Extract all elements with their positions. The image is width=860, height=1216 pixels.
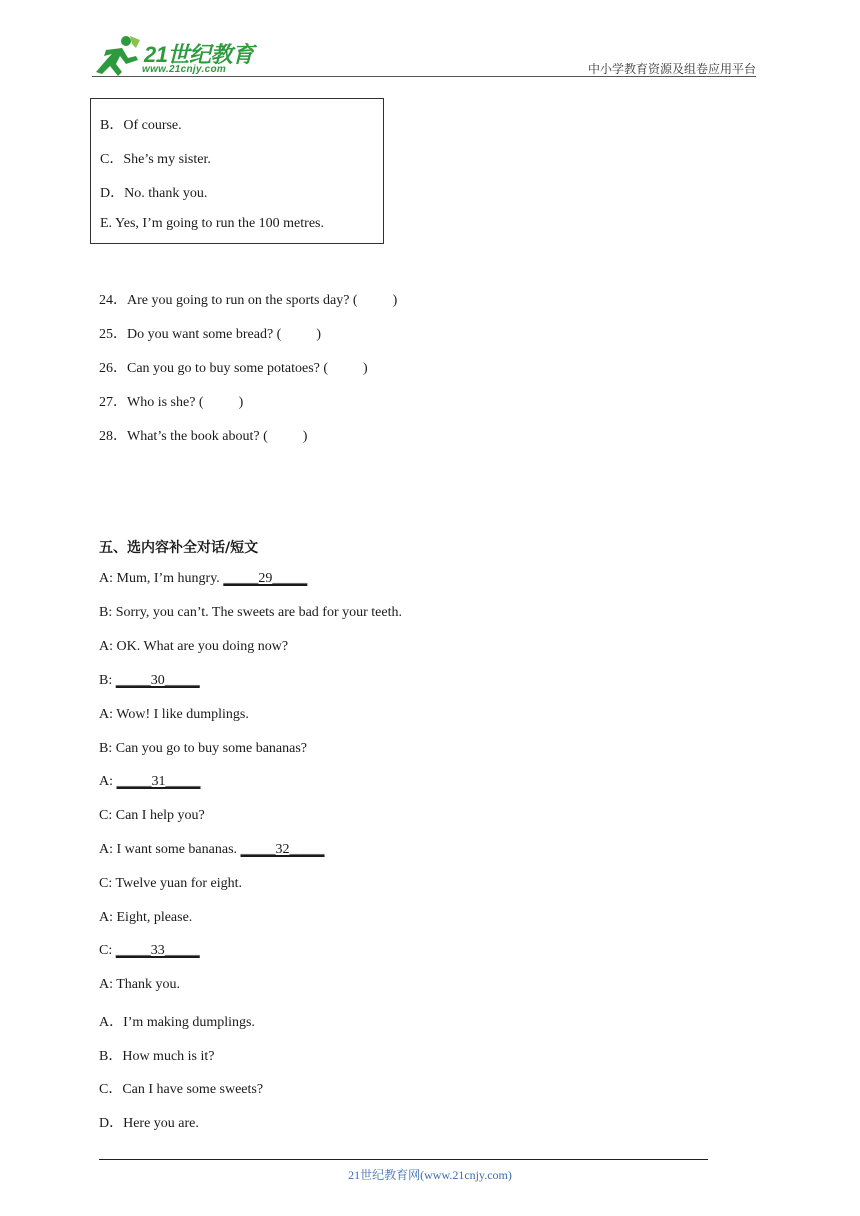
dialogue-text: B: Can you go to buy some bananas? bbox=[99, 741, 308, 756]
dialogue-text: C: Twelve yuan for eight. bbox=[99, 876, 243, 891]
dialogue-text: A: Wow! I like dumplings. bbox=[99, 707, 249, 722]
logo-text: 21世纪教育 bbox=[144, 42, 254, 67]
dialogue-text: B: Sorry, you can’t. The sweets are bad for your teeth. bbox=[99, 605, 402, 620]
dialogue-line bbox=[99, 707, 249, 723]
logo bbox=[92, 34, 262, 78]
option-c: C．She’s my sister. bbox=[100, 152, 211, 167]
header-divider bbox=[92, 76, 756, 77]
blank-32: _____32_____ bbox=[240, 842, 325, 857]
answer-option-c: C．Can I have some sweets? bbox=[99, 1082, 264, 1097]
options-box bbox=[90, 98, 384, 244]
dialogue-line bbox=[99, 842, 325, 858]
dialogue-text: A: OK. What are you doing now? bbox=[99, 639, 289, 654]
logo-url: www.21cnjy.com bbox=[142, 64, 227, 75]
dialogue-text: A: bbox=[99, 774, 117, 789]
dialogue-line bbox=[99, 741, 307, 757]
footer-text[interactable]: 21世纪教育网(www.21cnjy.com) bbox=[348, 1168, 512, 1182]
section-title: 五、选内容补全对话/短文 bbox=[99, 540, 259, 556]
header-platform-text: 中小学教育资源及组卷应用平台 bbox=[587, 62, 756, 76]
dialogue-line bbox=[99, 639, 288, 655]
option-d: D．No. thank you. bbox=[100, 186, 208, 201]
dialogue-line bbox=[99, 977, 180, 993]
page-header bbox=[0, 0, 860, 80]
answer-option-b: B．How much is it? bbox=[99, 1049, 215, 1064]
blank-29: _____29_____ bbox=[223, 571, 308, 586]
dialogue-text: C: bbox=[99, 943, 116, 958]
question-27: 27．Who is she? ( ) bbox=[99, 395, 244, 410]
dialogue-text: A: Eight, please. bbox=[99, 910, 193, 925]
dialogue-text: C: Can I help you? bbox=[99, 808, 205, 823]
question-25: 25．Do you want some bread? ( ) bbox=[99, 327, 322, 342]
dialogue-line bbox=[99, 910, 192, 926]
footer-divider bbox=[99, 1159, 708, 1160]
dialogue-line bbox=[99, 943, 200, 959]
runner-logo-icon bbox=[92, 34, 142, 78]
answer-option-a: A．I’m making dumplings. bbox=[99, 1015, 255, 1030]
dialogue-text: A: Mum, I’m hungry. bbox=[99, 571, 224, 586]
dialogue-line bbox=[99, 808, 205, 824]
answer-option-d: D．Here you are. bbox=[99, 1116, 199, 1131]
blank-33: _____33_____ bbox=[115, 943, 200, 958]
option-b: B．Of course. bbox=[100, 118, 182, 133]
question-28: 28．What’s the book about? ( ) bbox=[99, 429, 308, 444]
blank-30: _____30_____ bbox=[115, 673, 200, 688]
dialogue-text: A: I want some bananas. bbox=[99, 842, 241, 857]
dialogue-line bbox=[99, 605, 402, 621]
blank-31: _____31_____ bbox=[116, 774, 201, 789]
question-24: 24．Are you going to run on the sports day? ( ) bbox=[99, 293, 398, 308]
dialogue-line bbox=[99, 571, 307, 587]
option-e: E. Yes, I’m going to run the 100 metres. bbox=[100, 216, 324, 231]
dialogue-text: A: Thank you. bbox=[99, 977, 181, 992]
dialogue-line bbox=[99, 673, 200, 689]
dialogue-text: B: bbox=[99, 673, 116, 688]
dialogue-line bbox=[99, 774, 201, 790]
question-26: 26．Can you go to buy some potatoes? ( ) bbox=[99, 361, 368, 376]
dialogue-line bbox=[99, 876, 242, 892]
